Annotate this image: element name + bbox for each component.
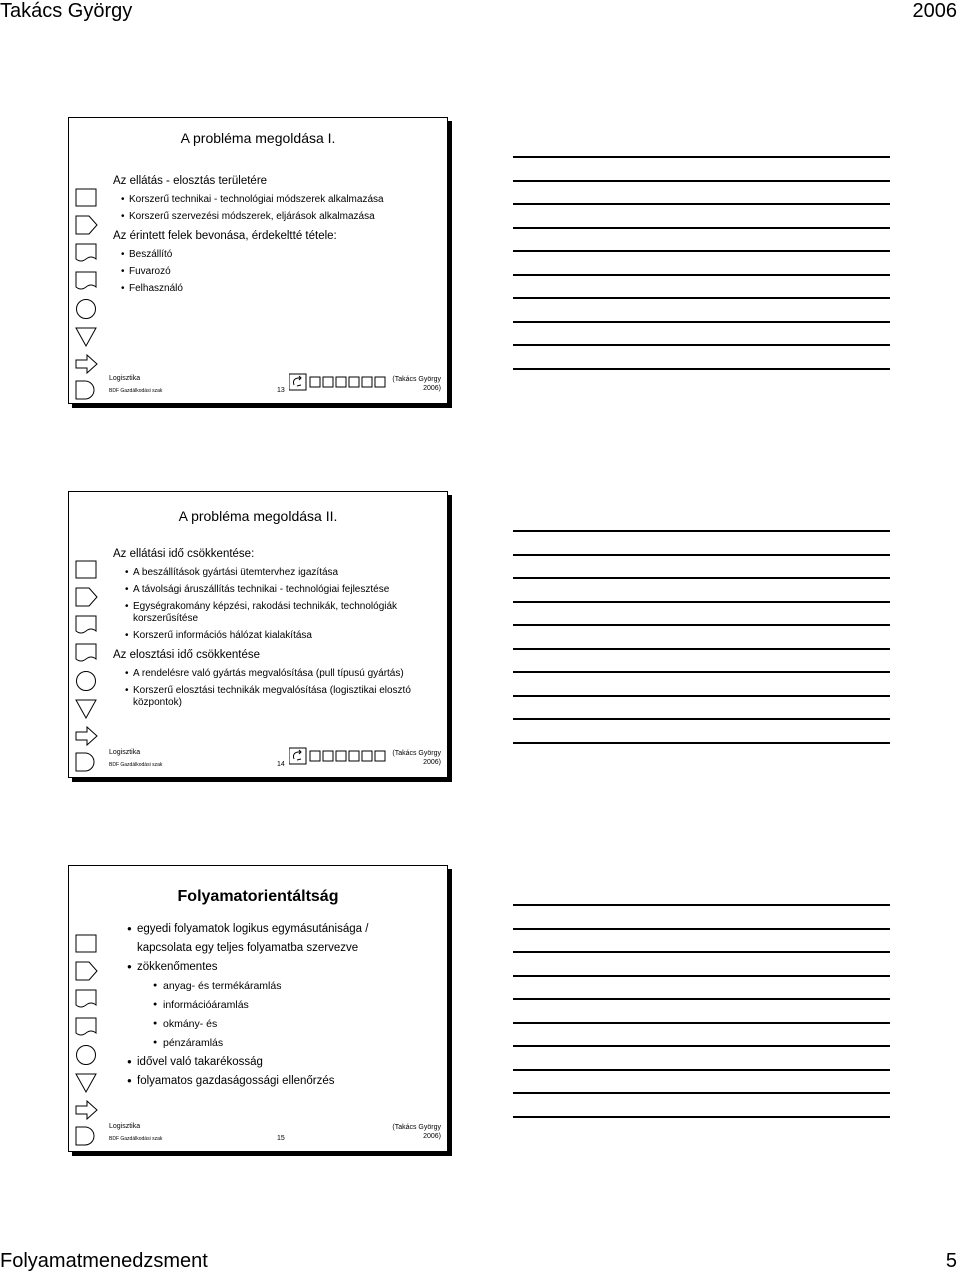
note-lines	[513, 530, 890, 765]
recycle-icon	[289, 373, 393, 393]
note-line	[513, 156, 890, 158]
bullet-item: • Korszerű szervezési módszerek, eljárások alkalmazása	[129, 211, 439, 223]
bullet-item: • Korszerű elosztási technikák megvalósítása (logisztikai elosztó központok)	[133, 685, 439, 709]
slide-subject: Logisztika	[109, 375, 141, 382]
note-line	[513, 1045, 890, 1047]
note-line	[513, 1069, 890, 1071]
note-lines	[513, 156, 890, 391]
note-line	[513, 1022, 890, 1024]
circle-icon	[75, 298, 99, 320]
slide-author	[392, 375, 441, 393]
note-line	[513, 368, 890, 370]
recycle-icon	[289, 747, 393, 767]
bullet-item: • Felhasználó	[129, 283, 439, 295]
note-line	[513, 904, 890, 906]
slide-author-year: 2006)	[423, 1133, 441, 1140]
arrow-right-icon	[75, 726, 99, 746]
document-icon	[75, 642, 99, 664]
note-line	[513, 718, 890, 720]
sub-bullet-item: ● anyag- és termékáramlás	[127, 979, 439, 993]
note-line	[513, 624, 890, 626]
bullet-item: • Korszerű információs hálózat kialakítása	[133, 630, 439, 642]
process-box-icon	[75, 934, 99, 954]
slide-text: ● egyedi folyamatok logikus egymásutánisága /	[127, 922, 439, 936]
slide-text: Az ellátás - elosztás területére	[113, 175, 268, 187]
slide-text: Az elosztási idő csökkentése	[113, 649, 261, 661]
triangle-icon	[75, 1072, 99, 1094]
bullet-item: • A rendelésre való gyártás megvalósítása (pull típusú gyártás)	[133, 668, 439, 680]
note-line	[513, 671, 890, 673]
slide-title: Folyamatorientáltság	[177, 888, 339, 905]
note-line	[513, 554, 890, 556]
process-box-icon	[75, 188, 99, 208]
flowchart-icons	[75, 934, 101, 1152]
note-line	[513, 180, 890, 182]
document-icon	[75, 988, 99, 1010]
note-line	[513, 250, 890, 252]
slide-text: Az érintett felek bevonása, érdekeltté tétele:	[113, 230, 337, 242]
document-icon	[75, 242, 99, 264]
document-icon	[75, 1016, 99, 1038]
note-lines	[513, 904, 890, 1139]
note-line	[513, 577, 890, 579]
note-line	[513, 975, 890, 977]
arrow-right-icon	[75, 1100, 99, 1120]
slide-15	[68, 865, 448, 1152]
slide-number: 14	[277, 761, 285, 768]
slide-subject: Logisztika	[109, 1123, 141, 1130]
note-line	[513, 297, 890, 299]
slide-dept: BDF Gazdálkodási szak	[109, 1136, 163, 1142]
note-line	[513, 928, 890, 930]
flowchart-icons	[75, 560, 101, 778]
slide-author-year: 2006)	[423, 759, 441, 766]
slide-13	[68, 117, 448, 404]
triangle-icon	[75, 326, 99, 348]
slide-author-year: 2006)	[423, 385, 441, 392]
arrow-pentagon-icon	[75, 214, 99, 236]
slide-footer	[69, 747, 447, 777]
slide-footer	[69, 1121, 447, 1151]
note-line	[513, 742, 890, 744]
page-footer-number: 5	[945, 1250, 957, 1272]
sub-bullet-item: ● információáramlás	[127, 998, 439, 1012]
slide-dept: BDF Gazdálkodási szak	[109, 388, 163, 394]
slide-14	[68, 491, 448, 778]
note-line	[513, 998, 890, 1000]
slide-text: ● zökkenőmentes	[127, 960, 439, 974]
bullet-item: • Beszállító	[129, 249, 439, 261]
process-box-icon	[75, 560, 99, 580]
sub-bullet-item: ● okmány- és	[127, 1017, 439, 1031]
slide-text: ● folyamatos gazdaságossági ellenőrzés	[127, 1074, 439, 1088]
slide-content	[113, 547, 439, 715]
slide-author-name: (Takács György	[392, 1124, 441, 1131]
document-icon	[75, 270, 99, 292]
slide-author-name: (Takács György	[392, 376, 441, 383]
note-line	[513, 344, 890, 346]
arrow-pentagon-icon	[75, 960, 99, 982]
document-icon	[75, 614, 99, 636]
note-line	[513, 227, 890, 229]
slide-text: Az ellátási idő csökkentése:	[113, 548, 255, 560]
circle-icon	[75, 1044, 99, 1066]
bullet-item: • Egységrakomány képzési, rakodási technikák, technológiák korszerűsítése	[133, 601, 439, 625]
slide-content	[127, 922, 439, 1093]
note-line	[513, 530, 890, 532]
triangle-icon	[75, 698, 99, 720]
note-line	[513, 203, 890, 205]
slide-content	[113, 174, 439, 301]
slide-number: 13	[277, 387, 285, 394]
note-line	[513, 648, 890, 650]
slide-text: ● idővel való takarékosság	[127, 1055, 439, 1069]
note-line	[513, 695, 890, 697]
page-header-author: Takács György	[0, 0, 133, 22]
bullet-item: • Fuvarozó	[129, 266, 439, 278]
arrow-pentagon-icon	[75, 586, 99, 608]
slide-author	[392, 749, 441, 767]
note-line	[513, 1116, 890, 1118]
slide-number: 15	[277, 1135, 285, 1142]
sub-bullet-item: ● pénzáramlás	[127, 1036, 439, 1050]
slide-title: A probléma megoldása II.	[178, 508, 338, 524]
slide-footer	[69, 373, 447, 403]
bullet-item: • A távolsági áruszállítás technikai - technológiai fejlesztése	[133, 584, 439, 596]
bullet-item: • Korszerű technikai - technológiai módszerek alkalmazása	[129, 194, 439, 206]
page-footer-title: Folyamatmenedzsment	[0, 1250, 208, 1272]
circle-icon	[75, 670, 99, 692]
slide-author	[392, 1123, 441, 1141]
arrow-right-icon	[75, 354, 99, 374]
note-line	[513, 321, 890, 323]
page-header-year: 2006	[912, 0, 957, 22]
note-line	[513, 1092, 890, 1094]
note-line	[513, 601, 890, 603]
bullet-item: • A beszállítások gyártási ütemtervhez igazítása	[133, 567, 439, 579]
slide-dept: BDF Gazdálkodási szak	[109, 762, 163, 768]
slide-title: A probléma megoldása I.	[180, 130, 336, 146]
slide-subject: Logisztika	[109, 749, 141, 756]
note-line	[513, 951, 890, 953]
slide-author-name: (Takács György	[392, 750, 441, 757]
note-line	[513, 274, 890, 276]
slide-text: kapcsolata egy teljes folyamatba szervezve	[137, 942, 359, 954]
